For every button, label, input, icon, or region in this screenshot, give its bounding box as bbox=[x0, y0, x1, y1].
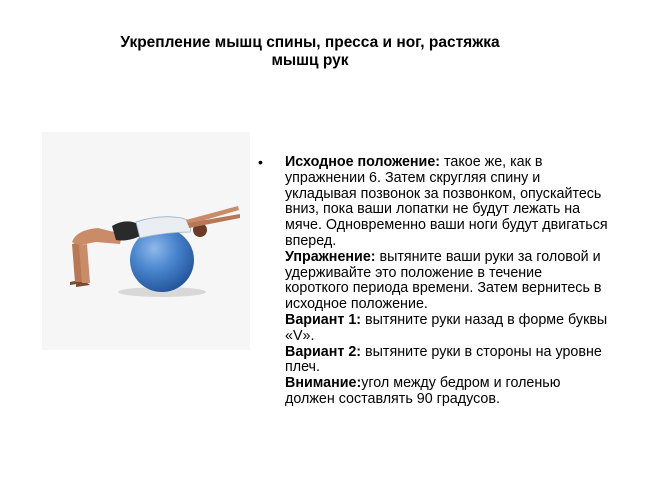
variant-2-label: Вариант 2: bbox=[285, 343, 362, 360]
starting-position-label: Исходное положение: bbox=[285, 154, 441, 170]
exercise-illustration-graphic bbox=[42, 132, 250, 350]
slide-title bbox=[80, 34, 540, 70]
exercise-ball-stretch-illustration bbox=[42, 132, 250, 350]
title-line-2: мышц рук bbox=[271, 52, 349, 69]
variant-2-paragraph bbox=[285, 345, 608, 377]
exercise-instructions bbox=[258, 155, 608, 408]
variant-1-text: вытяните руки назад в форме буквы «V». bbox=[285, 311, 608, 344]
starting-position-paragraph bbox=[285, 155, 608, 250]
instruction-item bbox=[258, 155, 608, 408]
attention-text: угол между бедром и голенью должен составлять 90 градусов. bbox=[285, 375, 561, 407]
attention-paragraph bbox=[285, 376, 608, 408]
starting-position-text: такое же, как в упражнении 6. Затем скругляя спину и укладывая позвонок за позвонком, опускайтесь вниз, пока ваши лопатки не будут лежать на мяче. Одновременно ваши ноги будут двигаться вперед. bbox=[285, 154, 608, 249]
variant-1-paragraph bbox=[285, 313, 608, 345]
title-line-1: Укрепление мышц спины, пресса и ног, растяжка bbox=[120, 34, 500, 51]
bullet-point: • bbox=[258, 154, 263, 170]
exercise-label: Упражнение: bbox=[285, 248, 376, 265]
exercise-text: вытяните ваши руки за головой и удерживайте это положение в течение короткого периода времени. Затем вернитесь в исходное положение. bbox=[285, 248, 602, 313]
shorts bbox=[112, 221, 140, 240]
variant-2-text: вытяните руки в стороны на уровне плеч. bbox=[285, 343, 602, 376]
exercise-paragraph bbox=[285, 250, 608, 313]
attention-label: Внимание: bbox=[285, 375, 362, 392]
variant-1-label: Вариант 1: bbox=[285, 311, 362, 328]
